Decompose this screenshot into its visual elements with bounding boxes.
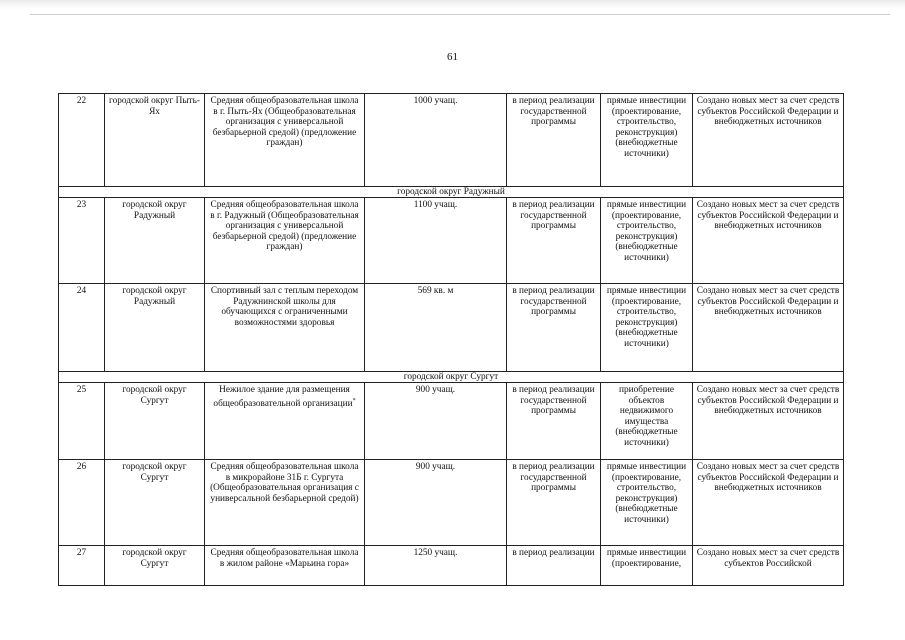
result-cell: Создано новых мест за счет средств субъектов Российской Федерации и внебюджетных источников [693, 284, 844, 372]
row-number: 25 [59, 383, 105, 460]
row-number: 23 [59, 198, 105, 284]
object-cell: Средняя общеобразовательная школа в г. Пыть-Ях (Общеобразовательная организация с универсальной безбарьерной средой) (предложение граждан) [205, 94, 365, 187]
funding-cell: прямые инвестиции (проектирование, строительство, реконструкция) (внебюджетные источники) [601, 460, 693, 546]
object-cell: Средняя общеобразовательная школа в г. Радужный (Общеобразовательная организация с универсальной безбарьерной средой) (предложение граждан) [205, 198, 365, 284]
table-row [59, 383, 844, 460]
result-cell: Создано новых мест за счет средств субъектов Российской Федерации и внебюджетных источников [693, 383, 844, 460]
period-cell: в период реализации [507, 546, 601, 586]
capacity-cell: 569 кв. м [365, 284, 507, 372]
object-cell: Средняя общеобразовательная школа в микрорайоне 31Б г. Сургута (Общеобразовательная организация с универсальной безбарьерной средой) [205, 460, 365, 546]
row-number: 27 [59, 546, 105, 586]
table-row [59, 198, 844, 284]
funding-cell: прямые инвестиции (проектирование, [601, 546, 693, 586]
footnote-mark: * [352, 397, 356, 404]
period-cell: в период реализации государственной программы [507, 94, 601, 187]
table-row [59, 460, 844, 546]
scan-top-edge [0, 0, 905, 10]
municipality-cell: городской округ Сургут [105, 460, 205, 546]
row-number: 26 [59, 460, 105, 546]
capacity-cell: 1250 учащ. [365, 546, 507, 586]
capacity-cell: 1100 учащ. [365, 198, 507, 284]
capacity-cell: 900 учащ. [365, 383, 507, 460]
result-cell: Создано новых мест за счет средств субъектов Российской Федерации и внебюджетных источников [693, 460, 844, 546]
table-row [59, 546, 844, 586]
row-number: 24 [59, 284, 105, 372]
result-cell: Создано новых мест за счет средств субъектов Российской Федерации и внебюджетных источников [693, 94, 844, 187]
section-row [59, 187, 844, 198]
capacity-cell: 1000 учащ. [365, 94, 507, 187]
period-cell: в период реализации государственной программы [507, 284, 601, 372]
table-row [59, 284, 844, 372]
period-cell: в период реализации государственной программы [507, 460, 601, 546]
object-text: Нежилое здание для размещения общеобразовательной организации [213, 385, 353, 409]
municipality-cell: городской округ Радужный [105, 198, 205, 284]
funding-cell: приобретение объектов недвижимого имущества (внебюджетные источники) [601, 383, 693, 460]
municipality-cell: городской округ Радужный [105, 284, 205, 372]
funding-cell: прямые инвестиции (проектирование, строительство, реконструкция) (внебюджетные источники) [601, 284, 693, 372]
table-row [59, 94, 844, 187]
page-number: 61 [447, 51, 458, 63]
section-heading-surgut: городской округ Сургут [59, 372, 844, 383]
section-heading-raduzhny: городской округ Радужный [59, 187, 844, 198]
period-cell: в период реализации государственной программы [507, 198, 601, 284]
municipality-cell: городской округ Пыть-Ях [105, 94, 205, 187]
object-cell: Спортивный зал с теплым переходом Радужнинской школы для обучающихся с ограниченными возможностями здоровья [205, 284, 365, 372]
row-number: 22 [59, 94, 105, 187]
municipality-cell: городской округ Сургут [105, 546, 205, 586]
capacity-cell: 900 учащ. [365, 460, 507, 546]
section-row [59, 372, 844, 383]
object-cell [205, 383, 365, 460]
result-cell: Создано новых мест за счет средств субъектов Российской Федерации и внебюджетных источников [693, 198, 844, 284]
funding-cell: прямые инвестиции (проектирование, строительство, реконструкция) (внебюджетные источники) [601, 198, 693, 284]
result-cell: Создано новых мест за счет средств субъектов Российской [693, 546, 844, 586]
scan-artifact-line [30, 14, 890, 15]
municipality-cell: городской округ Сургут [105, 383, 205, 460]
object-cell: Средняя общеобразовательная школа в жилом районе «Марьина гора» [205, 546, 365, 586]
funding-cell: прямые инвестиции (проектирование, строительство, реконструкция) (внебюджетные источники) [601, 94, 693, 187]
period-cell: в период реализации государственной программы [507, 383, 601, 460]
objects-table [58, 93, 844, 586]
